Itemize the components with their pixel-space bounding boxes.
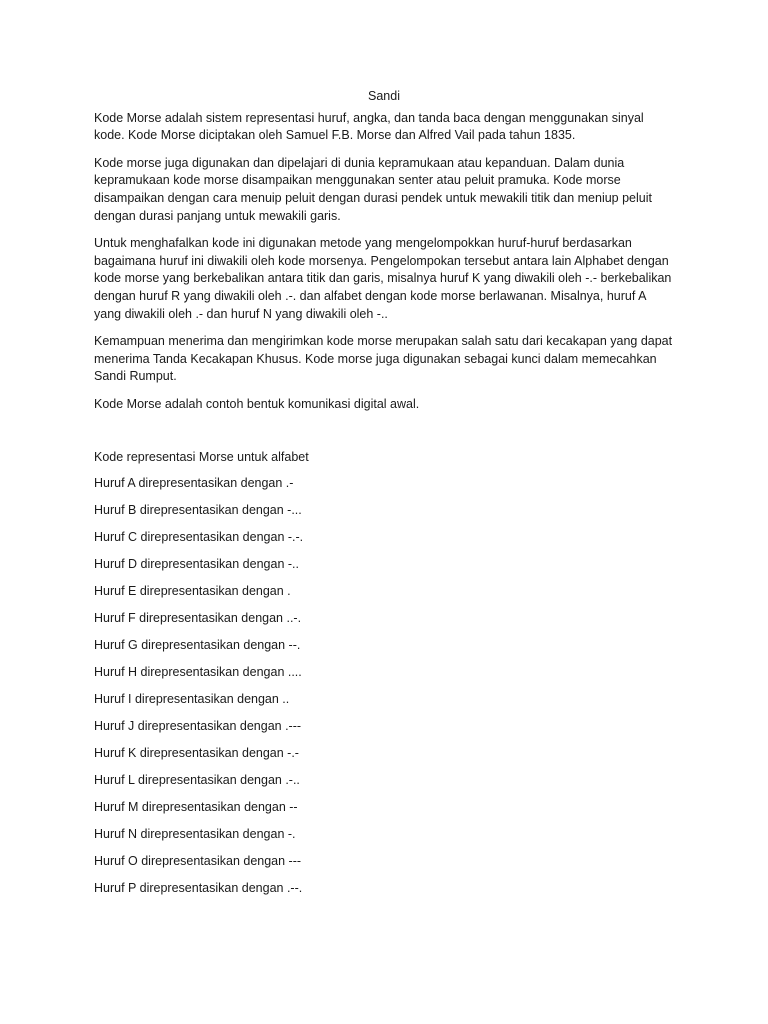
- list-item-huruf-f: Huruf F direpresentasikan dengan ..-.: [94, 611, 302, 626]
- list-heading: Kode representasi Morse untuk alfabet: [94, 449, 309, 464]
- spacer: [94, 424, 674, 449]
- paragraph-pramuka: Kode morse juga digunakan dan dipelajari di dunia kepramukaan atau kepanduan. Dalam dunia kepramukaan kode morse disampaikan menggunakan senter atau peluit pramuka. Kode morse disampaikan dengan cara menuip peluit dengan durasi pendek untuk mewakili titik dan meniup peluit dengan durasi panjang untuk mewakili garis.: [94, 155, 652, 223]
- list-item-huruf-j: Huruf J direpresentasikan dengan .---: [94, 718, 302, 733]
- list-item-huruf-m: Huruf M direpresentasikan dengan --: [94, 799, 298, 814]
- list-item-huruf-p: Huruf P direpresentasikan dengan .--.: [94, 880, 303, 895]
- list-item-huruf-d: Huruf D direpresentasikan dengan -..: [94, 557, 299, 572]
- list-item-huruf-o: Huruf O direpresentasikan dengan ---: [94, 853, 302, 868]
- list-item-huruf-k: Huruf K direpresentasikan dengan -.-: [94, 745, 299, 760]
- paragraph-komunikasi-digital: Kode Morse adalah contoh bentuk komunikasi digital awal.: [94, 396, 420, 411]
- paragraph-kecakapan: Kemampuan menerima dan mengirimkan kode morse merupakan salah satu dari kecakapan yang dapat menerima Tanda Kecakapan Khusus. Kode morse juga digunakan sebagai kunci dalam memecahkan Sandi Rumput.: [94, 334, 673, 384]
- list-item-huruf-h: Huruf H direpresentasikan dengan ....: [94, 664, 302, 679]
- list-item-huruf-c: Huruf C direpresentasikan dengan -.-.: [94, 530, 304, 545]
- list-item-huruf-b: Huruf B direpresentasikan dengan -...: [94, 503, 302, 518]
- list-item-huruf-a: Huruf A direpresentasikan dengan .-: [94, 476, 294, 491]
- list-item-huruf-n: Huruf N direpresentasikan dengan -.: [94, 826, 296, 841]
- list-item-huruf-l: Huruf L direpresentasikan dengan .-..: [94, 772, 300, 787]
- list-item-huruf-e: Huruf E direpresentasikan dengan .: [94, 584, 291, 599]
- list-item-huruf-g: Huruf G direpresentasikan dengan --.: [94, 638, 301, 652]
- list-item-huruf-i: Huruf I direpresentasikan dengan ..: [94, 691, 290, 706]
- morse-alphabet-list: [94, 475, 674, 897]
- paragraph-morse-definition: Kode Morse adalah sistem representasi huruf, angka, dan tanda baca dengan menggunakan sinyal kode. Kode Morse diciptakan oleh Samuel F.B. Morse dan Alfred Vail pada tahun 1835.: [94, 110, 644, 143]
- paragraph-menghafal: Untuk menghafalkan kode ini digunakan metode yang mengelompokkan huruf-huruf berdasarkan bagaimana huruf ini diwakili oleh kode morsenya. Pengelompokan tersebut antara lain Alphabet dengan kode morse yang berkebalikan antara titik dan garis, misalnya huruf K yang diwakili oleh -.- berkebalikan dengan huruf R yang diwakili oleh .-. dan alfabet dengan kode morse berlawanan. Misalnya, huruf A yang diwakili oleh .- dan huruf N yang diwakili oleh -..: [94, 236, 672, 321]
- document-body: [94, 88, 674, 907]
- document-title: Sandi: [368, 89, 400, 103]
